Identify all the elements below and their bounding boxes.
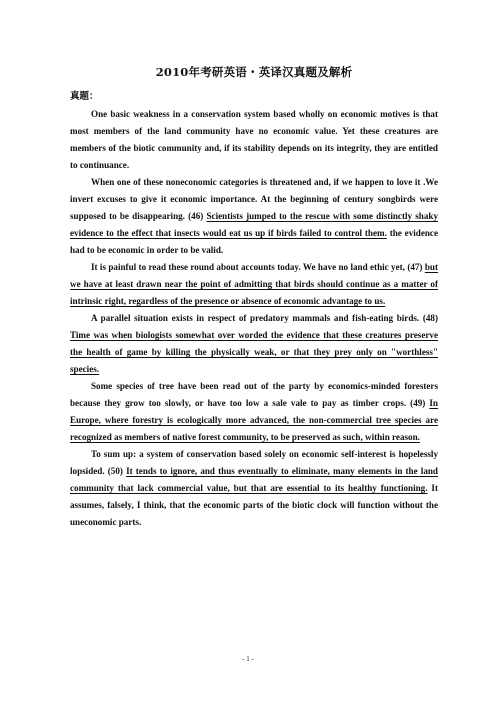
section-label: 真题： (70, 91, 99, 102)
paragraph-3 (70, 259, 438, 310)
paragraph-6-lead: To sum up: a system of conservation based solely on economic self-interest is hopelessly lopsided. (70, 449, 438, 476)
paragraph-6-tail: It assumes, falsely, I think, that the economic parts of the biotic clock will function without the uneconomic parts. (70, 483, 438, 527)
question-49-label: (49) (410, 398, 426, 408)
question-49-sentence: In Europe, where forestry is ecologically more advanced, the non-commercial tree species are recognized as members of native forest community, to be preserved as such, within reason. (70, 398, 438, 442)
paragraph-4-lead: A parallel situation exists in respect of predatory mammals and fish-eating birds. (91, 313, 423, 323)
document-page (70, 64, 438, 531)
question-50-sentence: It tends to ignore, and thus eventually to eliminate, many elements in the land community that lack commercial value, but that are essential to its healthy functioning. (70, 466, 438, 493)
paragraph-5-lead: Some species of tree have been read out of the party by economics-minded foresters because they grow too slowly, or have too low a sale vale to pay as timber crops. (70, 381, 438, 408)
question-47-sentence: but we have at least drawn near the point of admitting that birds should continue as a matter of intrinsic right, regardless of the presence or absence of economic advantage to us. (70, 262, 438, 306)
paragraph-5 (70, 378, 438, 446)
paragraph-2-tail: the evidence had to be economic in order to be valid. (70, 228, 438, 255)
page-title: 2010年考研英语・英译汉真题及解析 (155, 65, 353, 79)
paragraph-1 (70, 106, 438, 174)
page-number: - 1 - (242, 655, 254, 663)
question-48-sentence: Time was when biologists somewhat over worded the evidence that these creatures preserve the health of game by killing the physically weak, or that they prey only on "worthless" species. (70, 330, 438, 374)
question-47-label: (47) (407, 262, 423, 272)
paragraph-2-lead: When one of these noneconomic categories is threatened and, if we happen to love it .We invert excuses to give it economic importance. At the beginning of century songbirds were supposed to be disappearing. (70, 177, 438, 221)
paragraph-2 (70, 174, 438, 259)
paragraph-4 (70, 310, 438, 378)
question-46-label: (46) (188, 211, 204, 221)
question-48-label: (48) (422, 313, 438, 323)
paragraph-3-lead: It is painful to read these round about accounts today. We have no land ethic yet, (91, 262, 408, 272)
paragraph-6 (70, 446, 438, 531)
paragraph-1-text: One basic weakness in a conservation system based wholly on economic motives is that most members of the land community have no economic value. Yet these creatures are members of the biotic community and, if its stability depends on its integrity, they are entitled to continuance. (70, 109, 438, 170)
question-46-sentence: Scientists jumped to the rescue with some distinctly shaky evidence to the effect that insects would eat us up if birds failed to control them. (70, 211, 438, 238)
question-50-label: (50) (107, 466, 123, 476)
